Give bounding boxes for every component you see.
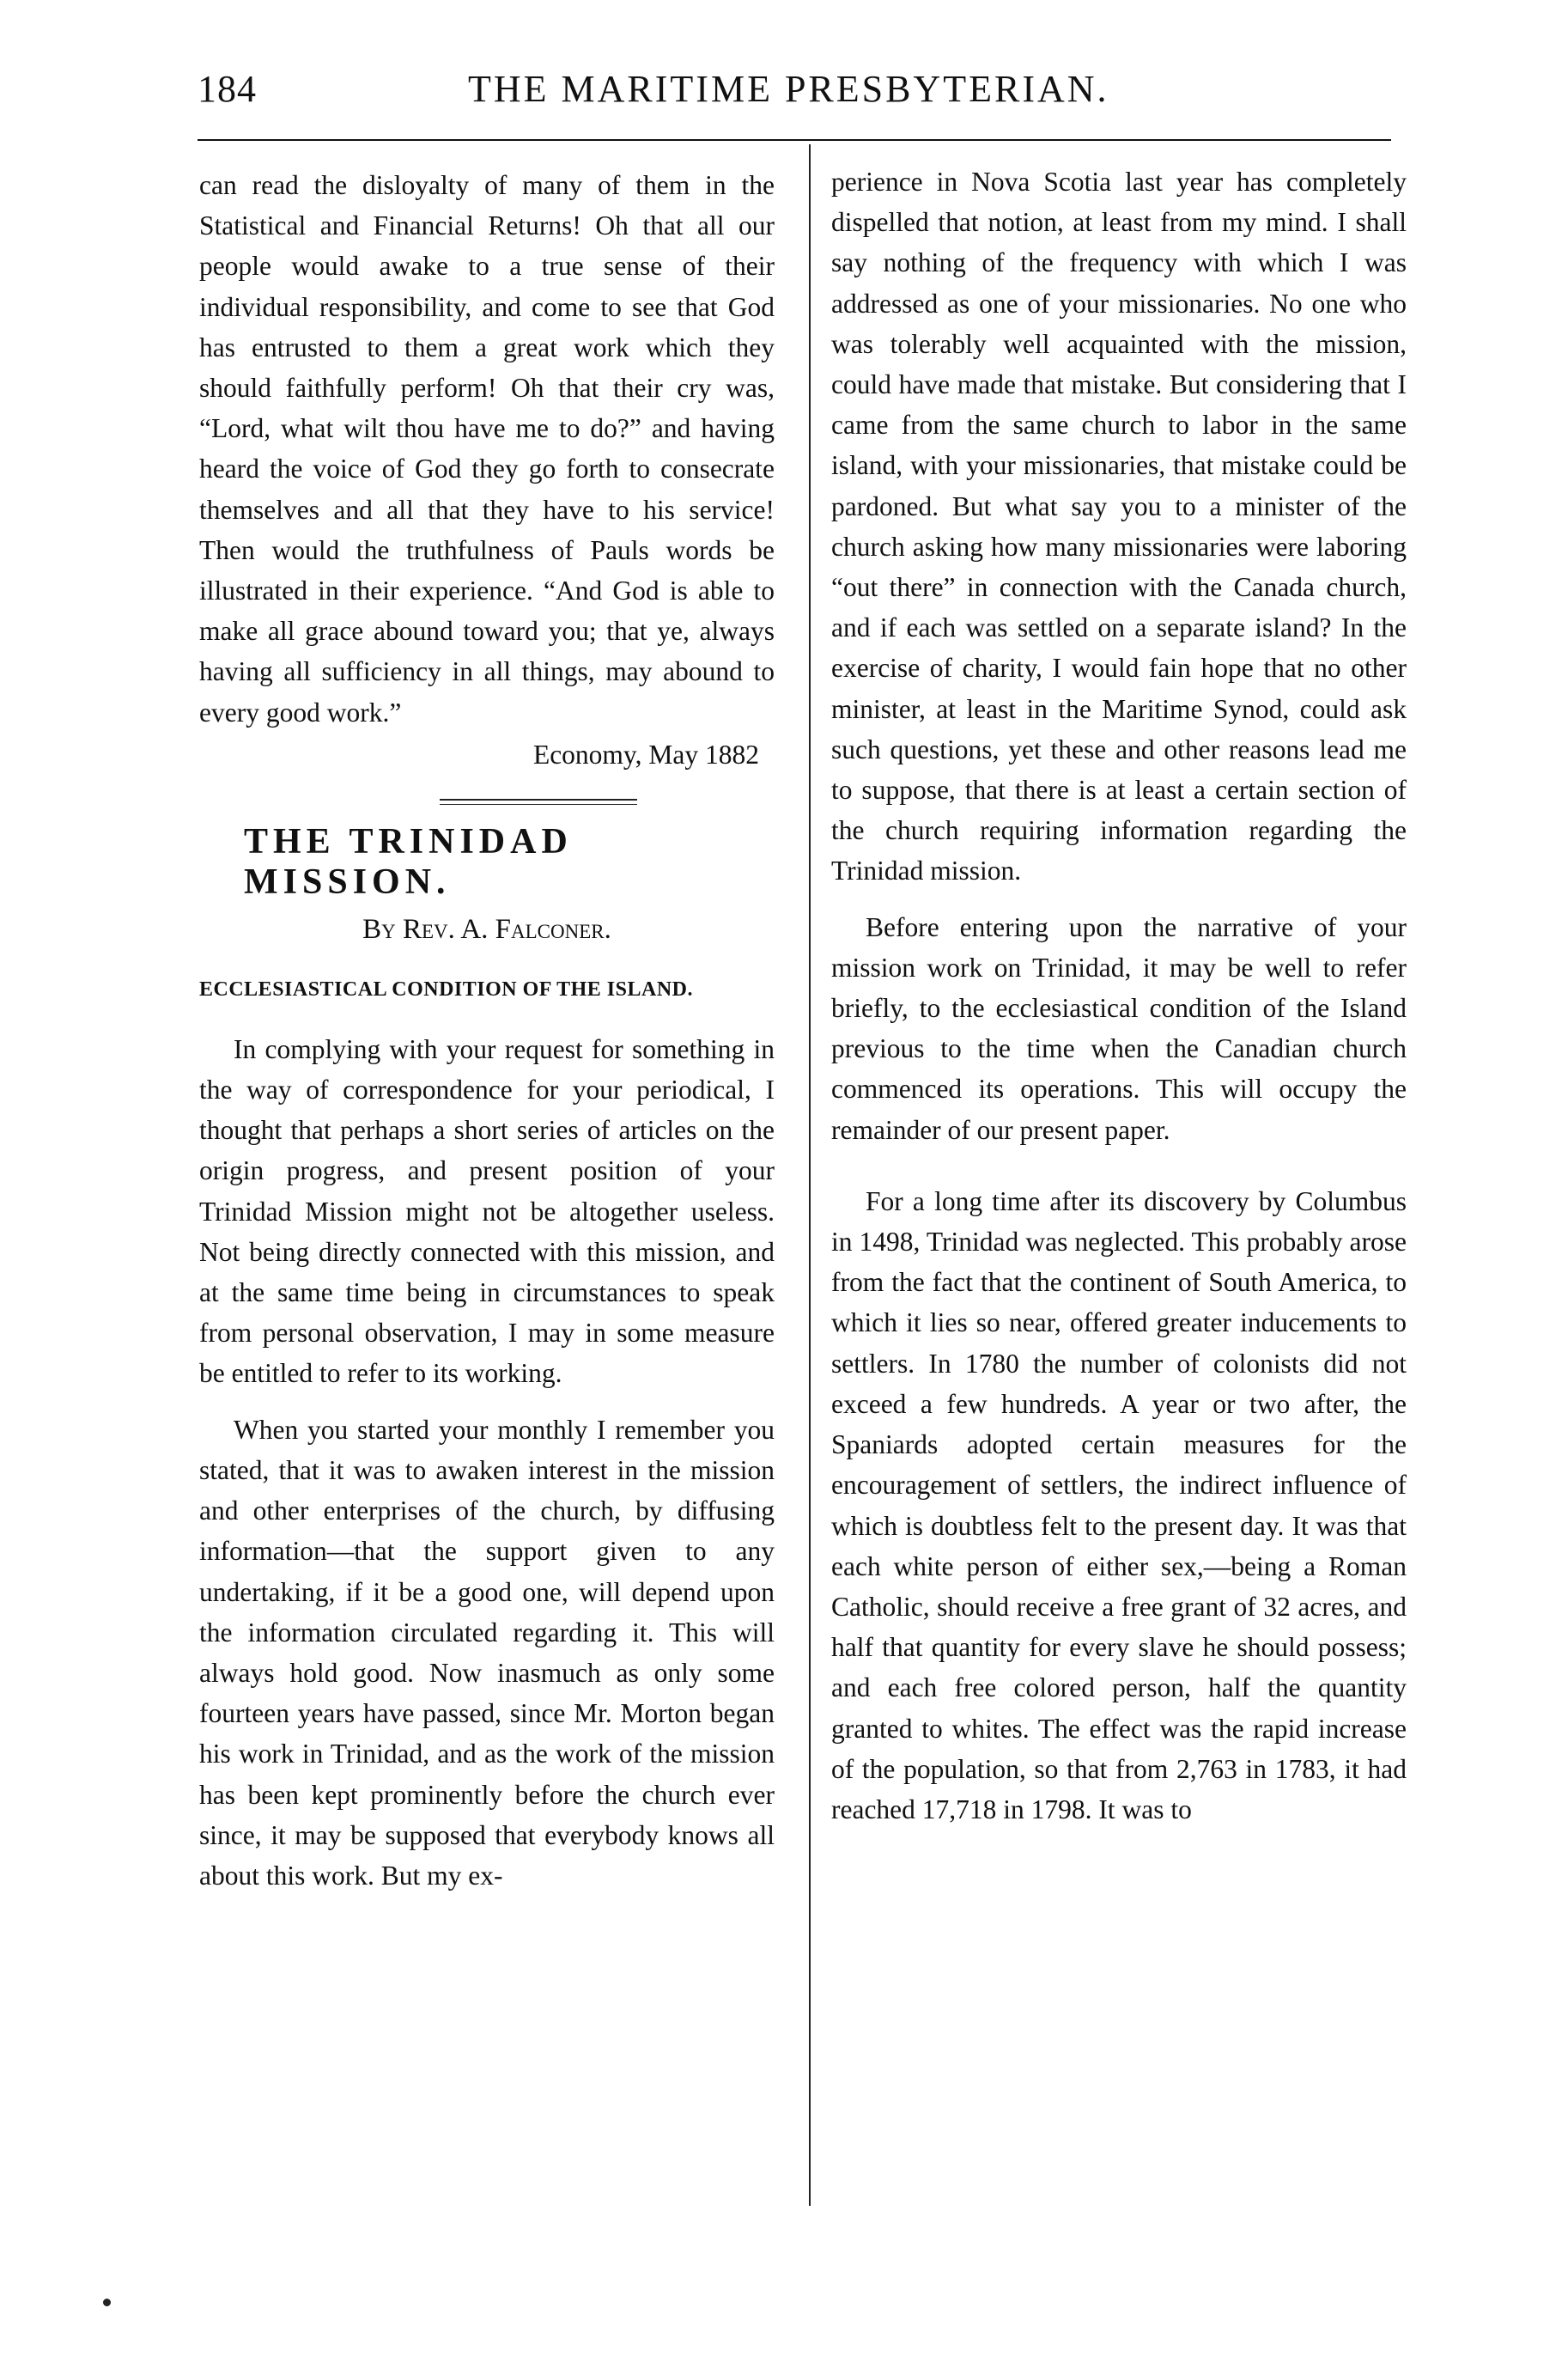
article-subheading: ECCLESIASTICAL CONDITION OF THE ISLAND. [199, 978, 693, 1001]
section-divider [440, 799, 637, 801]
left-column [199, 165, 775, 1896]
article-title: THE TRINIDAD MISSION. [244, 822, 573, 903]
paragraph: Before entering upon the narrative of your mission work on Trinidad, it may be well to refer briefly, to the ecclesiastical condition of the Island previous to the time when the Canadian church commenced its operations. This will occupy the remainder of our present paper. [831, 911, 1407, 1145]
paragraph: For a long time after its discovery by Columbus in 1498, Trinidad was neglected. This probably arose from the fact that the continent of South America, to which it lies so near, offered greater inducements to settlers. In 1780 the number of colonists did not exceed a few hundreds. A year or two after, the Spaniards adopted certain measures for the encouragement of settlers, the indirect influence of which is doubtless felt to the present day. It was that each white person of either sex,—being a Roman Catholic, should receive a free grant of 32 acres, and half that quantity for every slave he should possess; and each free colored person, half the quantity granted to whites. The effect was the rapid increase of the population, so that from 2,763 in 1783, it had reached 17,718 in 1798. It was to [831, 1185, 1407, 1824]
running-title: THE MARITIME PRESBYTERIAN. [468, 68, 1109, 110]
section-divider-inner [440, 804, 637, 805]
signature-line: Economy, May 1882 [532, 739, 759, 770]
paragraph: In complying with your request for something in the way of correspondence for your periodical, I thought that perhaps a short series of articles on the origin progress, and present position of your Trinidad Mission might not be altogether useless. Not being directly connected with this mission, and at the same time being in circumstances to speak from personal observation, I may in some measure be entitled to refer to its working. [199, 1033, 775, 1389]
margin-mark [103, 2299, 111, 2306]
paragraph: When you started your monthly I remember you stated, that it was to awaken interest in the mission and other enterprises of the church, by diffusing information—that the support given to any undertaking, if it be a good one, will depend upon the information circulated regarding it. This will always hold good. Now inasmuch as only some fourteen years have passed, since Mr. Morton began his work in Trinidad, and as the work of the mission has been kept prominently before the church ever since, it may be supposed that everybody knows all about this work. But my ex- [199, 1414, 775, 1891]
article-byline: By Rev. A. Falconer. [362, 914, 611, 946]
page-header [198, 67, 1400, 119]
continued-paragraph: can read the disloyalty of many of them in the Statistical and Financial Returns! Oh that all our people would awake to a true sense of their individual responsibility, and come to see that God has entrusted to them a great work which they should faithfully perform! Oh that their cry was, “Lord, what wilt thou have me to do?” and having heard the voice of God they go forth to consecrate themselves and all that they have to his service! Then would the truthfulness of Pauls words be illustrated in their experience. “And God is able to make all grace abound toward you; that ye, always having all sufficiency in all things, may abound to every good work.” [199, 170, 775, 728]
continued-paragraph: perience in Nova Scotia last year has completely dispelled that notion, at least from my mind. I shall say nothing of the frequency with which I was addressed as one of your missionaries. No one who was tolerably well acquainted with the mission, could have made that mistake. But considering that I came from the same church to labor in the same island, with your missionaries, that mistake could be pardoned. But what say you to a minister of the church asking how many missionaries were laboring “out there” in connection with the Canada church, and if each was settled on a separate island? In the exercise of charity, I would fain hope that no other minister, at least in the Maritime Synod, could ask such questions, yet these and other reasons lead me to suppose, that there is at least a certain section of the church requiring information regarding the Trinidad mission. [831, 167, 1407, 886]
header-rule [198, 139, 1391, 141]
page-number: 184 [198, 68, 257, 110]
column-divider [809, 144, 811, 2206]
right-column [831, 161, 1407, 1830]
